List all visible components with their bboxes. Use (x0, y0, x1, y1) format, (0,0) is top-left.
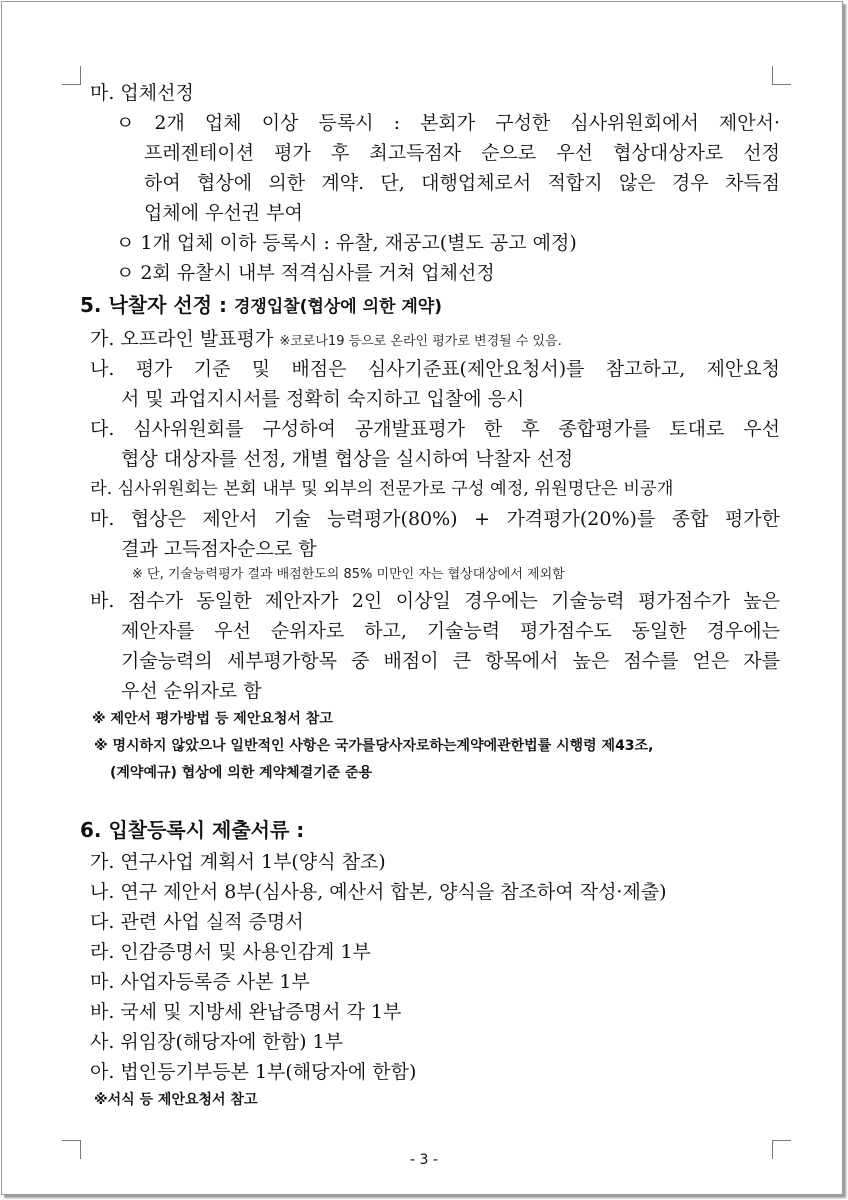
section5-ga-note: ※코로나19 등으로 온라인 평가로 변경될 수 있음. (279, 334, 562, 349)
section5-ma-line2: 결과 고득점자순으로 함 (121, 538, 317, 560)
section5-ma-line1: 마. 협상은 제안서 기술 능력평가(80%) + 가격평가(20%)를 종합 평가한 (90, 508, 780, 530)
section5-ma-note: ※ 단, 기술능력평가 결과 배점한도의 85% 미만인 자는 협상대상에서 제외함 (132, 567, 565, 582)
section6-item-ma: 마. 사업자등록증 사본 1부 (90, 971, 310, 993)
section6-heading: 6. 입찰등록시 제출서류 : (80, 818, 305, 842)
section5-ga-text: 가. 오프라인 발표평가 (90, 328, 274, 350)
section-ma-title: 마. 업체선정 (90, 82, 194, 104)
section5-heading (80, 288, 780, 324)
section5-da-line2: 협상 대상자를 선정, 개별 협상을 실시하여 낙찰자 선정 (121, 448, 574, 470)
section-ma-item1-line3: 하여 협상에 의한 계약. 단, 대행업체로서 적합지 않은 경우 차득점 (144, 172, 780, 194)
section5-ba-line4: 우선 순위자로 함 (121, 680, 262, 702)
section-ma-item3: ㅇ 2회 유찰시 내부 적격심사를 거쳐 업체선정 (116, 262, 495, 284)
section5-ba-line2: 제안자를 우선 순위자로 하고, 기술능력 평가점수도 동일한 경우에는 (121, 620, 780, 642)
section-ma-item1-line4: 업체에 우선권 부여 (144, 202, 303, 224)
section5-ra: 라. 심사위원회는 본회 내부 및 외부의 전문가로 구성 예정, 위원명단은 비공개 (90, 479, 674, 499)
section6-item-sa: 사. 위임장(해당자에 한함) 1부 (90, 1031, 343, 1053)
section5-note2-line1: ※ 명시하지 않았으나 일반적인 사항은 국가를당사자로하는계약에관한법률 시행령 제43조, (94, 738, 654, 754)
section6-item-ga: 가. 연구사업 계획서 1부(양식 참조) (90, 851, 386, 873)
section6-note: ※서식 등 제안요청서 참고 (94, 1092, 258, 1108)
section5-heading-title: 5. 낙찰자 선정 : (80, 293, 228, 317)
section5-na-line2: 서 및 과업지시서를 정확히 숙지하고 입찰에 응시 (121, 388, 525, 410)
section5-note1: ※ 제안서 평가방법 등 제안요청서 참고 (92, 711, 333, 727)
section5-na-line1: 나. 평가 기준 및 배점은 심사기준표(제안요청서)를 참고하고, 제안요청 (90, 358, 780, 380)
crop-mark-top-left (62, 66, 81, 85)
section6-item-a: 아. 법인등기부등본 1부(해당자에 한함) (90, 1061, 417, 1083)
section6-item-na: 나. 연구 제안서 8부(심사용, 예산서 합본, 양식을 참조하여 작성·제출) (90, 881, 667, 903)
document-body (80, 78, 780, 1114)
section6-item-ra: 라. 인감증명서 및 사용인감계 1부 (90, 941, 371, 963)
section-ma-item1-line2: 프레젠테이션 평가 후 최고득점자 순으로 우선 협상대상자로 선정 (144, 142, 780, 164)
section-ma-item1-line1: ㅇ 2개 업체 이상 등록시 : 본회가 구성한 심사위원회에서 제안서· (116, 112, 780, 134)
section6-item-ba: 바. 국세 및 지방세 완납증명서 각 1부 (90, 1001, 402, 1023)
section5-note2-line2: (계약예규) 협상에 의한 계약체결기준 준용 (110, 765, 373, 781)
page-number: - 3 - (410, 1152, 438, 1168)
section5-ba-line3: 기술능력의 세부평가항목 중 배점이 큰 항목에서 높은 점수를 얻은 자를 (121, 650, 780, 672)
section5-da-line1: 다. 심사위원회를 구성하여 공개발표평가 한 후 종합평가를 토대로 우선 (90, 418, 780, 440)
section5-ga (90, 324, 780, 354)
section-ma-item2: ㅇ 1개 업체 이하 등록시 : 유찰, 재공고(별도 공고 예정) (116, 232, 577, 254)
section5-ba-line1: 바. 점수가 동일한 제안자가 2인 이상일 경우에는 기술능력 평가점수가 높은 (90, 590, 780, 612)
section5-heading-sub: 경쟁입찰(협상에 의한 계약) (233, 297, 443, 317)
section6-item-da: 다. 관련 사업 실적 증명서 (90, 911, 304, 933)
